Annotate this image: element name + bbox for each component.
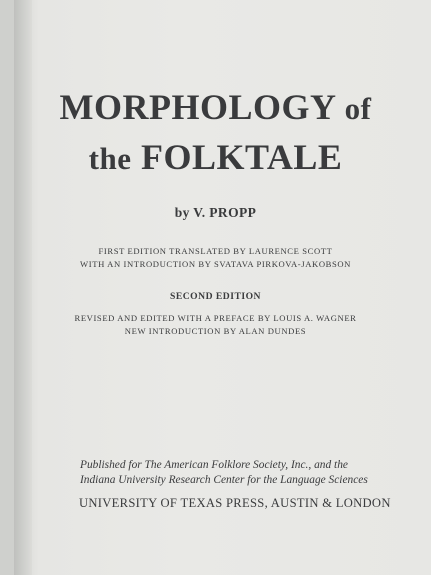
introduction-credit: WITH AN INTRODUCTION BY SVATAVA PIRKOVA-JAKOBSON — [80, 259, 351, 269]
title-folktale-word: FOLKTALE — [140, 137, 343, 177]
publisher-line-1: Published for The American Folklore Society, Inc., and the — [80, 459, 348, 471]
edition-label: SECOND EDITION — [170, 291, 261, 302]
book-title-line-2 — [0, 136, 431, 178]
translator-credit: FIRST EDITION TRANSLATED BY LAURENCE SCOTT — [98, 246, 333, 256]
title-main-word: MORPHOLOGY — [59, 87, 336, 127]
editor-credit: REVISED AND EDITED WITH A PREFACE BY LOUIS A. WAGNER — [74, 313, 357, 323]
title-of-word: of — [344, 91, 372, 126]
publisher-press: UNIVERSITY OF TEXAS PRESS, AUSTIN & LONDON — [79, 496, 391, 510]
publisher-line-2: Indiana University Research Center for the Language Sciences — [80, 474, 368, 486]
title-the-word: the — [88, 141, 132, 176]
author-byline: by V. PROPP — [174, 205, 257, 220]
book-title-line-1 — [0, 86, 431, 128]
new-introduction-credit: NEW INTRODUCTION BY ALAN DUNDES — [124, 326, 307, 336]
